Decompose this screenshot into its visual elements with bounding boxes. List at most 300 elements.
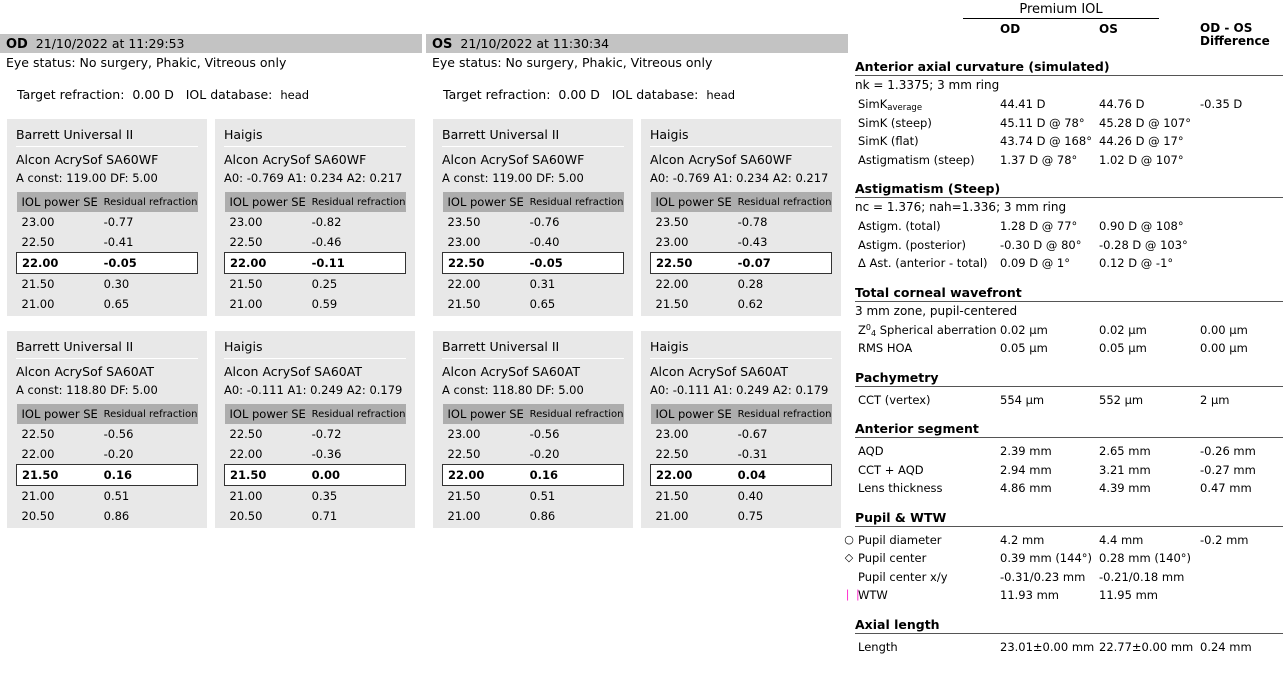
iol-power-value: 23.00 <box>229 215 263 229</box>
iol-power-value: 22.00 <box>443 465 525 486</box>
biometry-row <box>855 116 1283 135</box>
residual-refraction-value: 0.16 <box>525 465 624 486</box>
biometry-value-os: 44.26 D @ 17° <box>1099 134 1184 148</box>
iol-power-row[interactable] <box>443 444 624 465</box>
iol-power-value: 21.00 <box>229 489 263 503</box>
eye-header-os <box>426 34 848 53</box>
residual-refraction-value: 0.65 <box>529 297 556 311</box>
biometry-row-label: Pupil center <box>858 551 927 565</box>
iol-power-table <box>224 404 406 526</box>
iol-power-row[interactable] <box>225 253 406 274</box>
iol-power-row[interactable] <box>17 444 198 465</box>
biometry-value-difference: 0.24 mm <box>1200 639 1252 654</box>
biometry-row <box>855 463 1283 482</box>
eye-status: Eye status: No surgery, Phakic, Vitreous only <box>432 55 713 70</box>
residual-refraction-value: -0.05 <box>99 253 198 274</box>
iol-card-grid <box>426 119 848 543</box>
iol-power-row[interactable] <box>443 232 624 253</box>
iol-power-value: 23.50 <box>655 215 689 229</box>
iol-power-row[interactable] <box>17 253 198 274</box>
biometry-value-os: 2.65 mm <box>1099 444 1151 458</box>
residual-refraction-column-header: Residual refraction <box>307 404 406 424</box>
residual-refraction-column-header: Residual refraction <box>733 192 832 212</box>
biometry-section-note: 3 mm zone, pupil-centered <box>855 303 1018 318</box>
iol-power-row[interactable] <box>225 486 406 507</box>
iol-card[interactable] <box>7 331 207 528</box>
eye-header-od <box>0 34 422 53</box>
biometry-column-headers <box>855 20 1283 50</box>
iol-power-table <box>442 404 624 526</box>
biometry-value-os: -0.21/0.18 mm <box>1099 569 1185 584</box>
eye-parameters <box>426 87 848 102</box>
iol-constants: A0: -0.769 A1: 0.234 A2: 0.217 <box>650 171 829 185</box>
biometry-value-os: 0.05 µm <box>1099 341 1147 355</box>
biometry-value-od: 0.02 µm <box>1000 322 1048 337</box>
residual-refraction-value: -0.77 <box>103 215 134 229</box>
biometry-row <box>855 640 1283 659</box>
iol-power-value: 22.00 <box>21 447 55 461</box>
iol-power-table <box>650 404 832 526</box>
iol-power-value: 21.00 <box>229 297 263 311</box>
biometry-value-od: 23.01±0.00 mm <box>1000 639 1095 654</box>
biometry-row <box>844 551 1283 570</box>
iol-power-value: 21.00 <box>447 509 481 523</box>
residual-refraction-value: 0.62 <box>737 297 764 311</box>
iol-constants: A const: 118.80 DF: 5.00 <box>16 383 158 397</box>
iol-card[interactable] <box>433 331 633 528</box>
biometry-value-os: 4.4 mm <box>1099 532 1144 547</box>
iol-power-column-header: IOL power SE <box>17 404 99 424</box>
biometry-section-heading: Pupil & WTW <box>855 510 1283 527</box>
residual-refraction-column-header: Residual refraction <box>733 404 832 424</box>
biometry-value-os: 45.28 D @ 107° <box>1099 115 1191 130</box>
biometry-row-label: Length <box>858 639 898 654</box>
iol-power-row[interactable] <box>17 506 198 526</box>
biometry-value-od: -0.30 D @ 80° <box>1000 237 1082 252</box>
biometry-value-difference: 0.00 µm <box>1200 341 1248 355</box>
iol-table-header-row <box>651 192 832 212</box>
iol-power-row[interactable] <box>651 486 832 507</box>
biometry-section-heading: Astigmatism (Steep) <box>855 181 1283 198</box>
iol-power-row[interactable] <box>225 294 406 314</box>
residual-refraction-value: 0.51 <box>103 489 130 503</box>
iol-power-row[interactable] <box>443 253 624 274</box>
column-header-difference-line2: Difference <box>1200 34 1270 48</box>
iol-card[interactable] <box>641 119 841 316</box>
biometry-value-os: 0.28 mm (140°) <box>1099 551 1191 565</box>
iol-power-value: 21.00 <box>21 489 55 503</box>
biometry-row-label: CCT + AQD <box>858 462 924 477</box>
iol-formula-name: Haigis <box>650 127 832 147</box>
iol-lens-name: Alcon AcrySof SA60WF <box>16 152 159 167</box>
biometry-value-od: 44.41 D <box>1000 97 1046 111</box>
residual-refraction-value: -0.05 <box>525 253 624 274</box>
zernike-subscript: 4 <box>870 328 877 338</box>
iol-power-value: 22.00 <box>655 277 689 291</box>
biometry-row <box>855 97 1283 116</box>
iol-constants: A0: -0.111 A1: 0.249 A2: 0.179 <box>650 383 829 397</box>
iol-power-row[interactable] <box>443 465 624 486</box>
biometry-row-label: SimK (flat) <box>858 134 919 148</box>
residual-refraction-value: -0.20 <box>103 447 134 461</box>
biometry-row-label: Astigm. (total) <box>858 219 941 233</box>
iol-power-column-header: IOL power SE <box>443 404 525 424</box>
biometry-row-label: AQD <box>858 444 884 458</box>
iol-power-value: 23.00 <box>21 215 55 229</box>
iol-power-value: 21.50 <box>225 465 307 486</box>
iol-power-row[interactable] <box>651 424 832 444</box>
iol-table-header-row <box>443 192 624 212</box>
eye-panel-od <box>0 34 422 543</box>
iol-power-row[interactable] <box>443 212 624 232</box>
iol-power-row[interactable] <box>225 465 406 486</box>
residual-refraction-value: 0.86 <box>103 509 130 523</box>
biometry-row <box>843 588 1283 607</box>
biometry-value-os: 0.12 D @ -1° <box>1099 256 1174 270</box>
iol-power-row[interactable] <box>225 506 406 526</box>
residual-refraction-value: -0.56 <box>103 427 134 441</box>
iol-card[interactable] <box>215 119 415 316</box>
biometry-row-label-text: SimK <box>858 97 888 111</box>
biometry-value-difference: -0.27 mm <box>1200 462 1256 477</box>
iol-power-row[interactable] <box>443 486 624 507</box>
circle-icon: ○ <box>844 532 854 546</box>
biometry-section-note: nk = 1.3375; 3 mm ring <box>855 78 1000 92</box>
residual-refraction-column-header: Residual refraction <box>99 192 198 212</box>
iol-constants: A const: 119.00 DF: 5.00 <box>442 171 584 185</box>
iol-formula-name: Haigis <box>650 339 832 359</box>
iol-power-value: 22.00 <box>229 447 263 461</box>
biometry-row-label: RMS HOA <box>858 341 913 355</box>
zernike-superscript: 0 <box>865 322 871 332</box>
iol-power-row[interactable] <box>17 232 198 253</box>
iol-table-header-row <box>17 192 198 212</box>
residual-refraction-value: 0.51 <box>529 489 556 503</box>
biometry-value-od: -0.31/0.23 mm <box>1000 569 1086 584</box>
column-header-os: OS <box>1099 22 1118 36</box>
iol-power-value: 21.50 <box>655 489 689 503</box>
biometry-value-os: 11.95 mm <box>1099 588 1158 602</box>
iol-card[interactable] <box>641 331 841 528</box>
residual-refraction-value: 0.86 <box>529 509 556 523</box>
residual-refraction-value: 0.04 <box>733 465 832 486</box>
biometry-value-od: 554 µm <box>1000 392 1045 407</box>
biometry-row <box>855 219 1283 238</box>
iol-power-value: 22.50 <box>21 427 55 441</box>
biometry-value-os: 44.76 D <box>1099 97 1145 111</box>
residual-refraction-value: 0.28 <box>737 277 764 291</box>
iol-lens-name: Alcon AcrySof SA60WF <box>650 152 793 167</box>
biometry-section-heading: Pachymetry <box>855 370 1283 387</box>
iol-power-table <box>16 404 198 526</box>
biometry-row-label-text: Spherical aberration <box>879 322 997 337</box>
residual-refraction-value: 0.16 <box>99 465 198 486</box>
iol-power-row[interactable] <box>443 274 624 295</box>
biometry-row <box>855 393 1283 412</box>
biometry-section-heading: Total corneal wavefront <box>855 285 1283 302</box>
biometry-row-label <box>858 97 922 113</box>
iol-power-row[interactable] <box>225 212 406 232</box>
biometry-value-difference: 0.47 mm <box>1200 481 1252 495</box>
iol-power-row[interactable] <box>225 232 406 253</box>
iol-constants: A0: -0.111 A1: 0.249 A2: 0.179 <box>224 383 403 397</box>
biometry-value-od: 43.74 D @ 168° <box>1000 134 1092 148</box>
iol-power-value: 20.50 <box>229 509 263 523</box>
biometry-row-label: Astigm. (posterior) <box>858 237 966 252</box>
iol-formula-name: Haigis <box>224 339 406 359</box>
wtw-marker-icon: ❘❘ <box>843 588 864 601</box>
iol-power-value: 21.00 <box>21 297 55 311</box>
iol-card-row <box>433 331 848 543</box>
iol-power-value: 22.00 <box>17 253 99 274</box>
iol-database-value: head <box>706 88 736 102</box>
target-refraction-label: Target refraction: <box>443 87 551 102</box>
column-header-od: OD <box>1000 22 1021 36</box>
biometry-value-difference: -0.35 D <box>1200 97 1243 111</box>
residual-refraction-value: 0.30 <box>103 277 130 291</box>
residual-refraction-value: 0.31 <box>529 277 556 291</box>
iol-database-value: head <box>280 88 310 102</box>
iol-power-row[interactable] <box>443 424 624 444</box>
residual-refraction-value: 0.00 <box>307 465 406 486</box>
biometry-row-label: Pupil center x/y <box>858 569 948 584</box>
biometry-value-os: 1.02 D @ 107° <box>1099 152 1184 167</box>
biometry-section-heading: Anterior segment <box>855 421 1283 438</box>
iol-formula-name: Barrett Universal II <box>16 127 198 147</box>
iol-card-row <box>7 119 422 331</box>
biometry-row <box>855 444 1283 463</box>
iol-power-row[interactable] <box>443 294 624 314</box>
eye-status: Eye status: No surgery, Phakic, Vitreous only <box>6 55 287 70</box>
iol-power-value: 20.50 <box>21 509 55 523</box>
biometry-row-label: WTW <box>858 588 888 602</box>
residual-refraction-value: -0.36 <box>311 447 342 461</box>
target-refraction-value: 0.00 D <box>558 87 600 102</box>
iol-power-row[interactable] <box>17 486 198 507</box>
iol-formula-name: Barrett Universal II <box>442 127 624 147</box>
iol-constants: A const: 118.80 DF: 5.00 <box>442 383 584 397</box>
biometry-row <box>855 481 1283 500</box>
iol-power-row[interactable] <box>17 212 198 232</box>
iol-power-row[interactable] <box>443 506 624 526</box>
iol-power-row[interactable] <box>651 444 832 465</box>
biometry-row <box>855 153 1283 172</box>
iol-lens-name: Alcon AcrySof SA60AT <box>16 364 154 379</box>
biometry-value-difference: -0.2 mm <box>1200 532 1249 547</box>
iol-database-label: IOL database: <box>611 87 699 102</box>
biometry-value-od: 1.37 D @ 78° <box>1000 152 1078 167</box>
iol-power-column-header: IOL power SE <box>651 192 733 212</box>
eye-tag: OD <box>6 37 28 52</box>
iol-power-column-header: IOL power SE <box>225 192 307 212</box>
iol-power-row[interactable] <box>651 253 832 274</box>
iol-lens-name: Alcon AcrySof SA60AT <box>442 364 580 379</box>
iol-power-row[interactable] <box>651 212 832 232</box>
iol-card[interactable] <box>433 119 633 316</box>
biometry-sections <box>843 59 1283 658</box>
residual-refraction-value: 0.65 <box>103 297 130 311</box>
iol-table-header-row <box>443 404 624 424</box>
eye-datetime: 21/10/2022 at 11:30:34 <box>460 36 610 51</box>
biometry-row <box>855 256 1283 275</box>
biometry-row-label: Lens thickness <box>858 481 943 495</box>
iol-power-column-header: IOL power SE <box>651 404 733 424</box>
residual-refraction-value: -0.56 <box>529 427 560 441</box>
biometry-row <box>855 323 1283 342</box>
iol-power-value: 23.00 <box>655 235 689 249</box>
iol-power-row[interactable] <box>651 232 832 253</box>
eye-parameters <box>0 87 422 102</box>
residual-refraction-value: -0.78 <box>737 215 768 229</box>
residual-refraction-value: 0.25 <box>311 277 338 291</box>
eye-panel-os <box>426 34 848 543</box>
iol-power-value: 23.50 <box>447 215 481 229</box>
iol-power-value: 22.50 <box>443 253 525 274</box>
biometry-value-os: 4.39 mm <box>1099 481 1151 495</box>
iol-table-header-row <box>225 192 406 212</box>
iol-power-row[interactable] <box>651 506 832 526</box>
iol-power-table <box>16 192 198 314</box>
iol-power-row[interactable] <box>651 274 832 295</box>
iol-power-value: 22.50 <box>655 447 689 461</box>
iol-power-row[interactable] <box>17 465 198 486</box>
iol-power-table <box>224 192 406 314</box>
iol-power-row[interactable] <box>225 274 406 295</box>
iol-power-row[interactable] <box>651 294 832 314</box>
iol-power-value: 21.50 <box>655 297 689 311</box>
residual-refraction-value: 0.35 <box>311 489 338 503</box>
iol-power-row[interactable] <box>17 424 198 444</box>
iol-power-value: 21.00 <box>655 509 689 523</box>
iol-lens-name: Alcon AcrySof SA60AT <box>650 364 788 379</box>
iol-power-row[interactable] <box>17 294 198 314</box>
biometry-section-note: nc = 1.376; nah=1.336; 3 mm ring <box>855 200 1067 214</box>
iol-card[interactable] <box>215 331 415 528</box>
residual-refraction-value: -0.46 <box>311 235 342 249</box>
iol-lens-name: Alcon AcrySof SA60AT <box>224 364 362 379</box>
biometry-value-os: 0.90 D @ 108° <box>1099 219 1184 233</box>
biometry-value-od: 2.39 mm <box>1000 444 1052 458</box>
iol-formula-name: Haigis <box>224 127 406 147</box>
iol-power-value: 22.50 <box>651 253 733 274</box>
iol-database-label: IOL database: <box>185 87 273 102</box>
iol-table-header-row <box>651 404 832 424</box>
biometry-summary-panel <box>843 0 1283 700</box>
biometry-section-heading: Anterior axial curvature (simulated) <box>855 59 1283 76</box>
column-header-difference <box>1200 22 1270 48</box>
iol-power-value: 21.50 <box>447 489 481 503</box>
iol-card-row <box>433 119 848 331</box>
residual-refraction-value: -0.31 <box>737 447 768 461</box>
iol-power-value: 22.00 <box>447 277 481 291</box>
biometry-row-label: SimK (steep) <box>858 115 932 130</box>
iol-lens-name: Alcon AcrySof SA60WF <box>442 152 585 167</box>
iol-power-column-header: IOL power SE <box>17 192 99 212</box>
iol-power-row[interactable] <box>651 465 832 486</box>
residual-refraction-value: -0.82 <box>311 215 342 229</box>
iol-power-value: 21.50 <box>447 297 481 311</box>
iol-power-value: 22.50 <box>229 427 263 441</box>
iol-lens-name: Alcon AcrySof SA60WF <box>224 152 367 167</box>
residual-refraction-value: 0.71 <box>311 509 338 523</box>
biometry-row <box>855 134 1283 153</box>
residual-refraction-value: 0.75 <box>737 509 764 523</box>
iol-power-table <box>442 192 624 314</box>
biometry-section-heading: Axial length <box>855 617 1283 634</box>
residual-refraction-value: -0.11 <box>307 253 406 274</box>
eye-datetime: 21/10/2022 at 11:29:53 <box>35 36 185 51</box>
biometry-row-label: Astigmatism (steep) <box>858 152 975 167</box>
residual-refraction-value: -0.67 <box>737 427 768 441</box>
iol-power-value: 23.00 <box>447 235 481 249</box>
iol-card-row <box>7 331 422 543</box>
target-refraction-label: Target refraction: <box>17 87 125 102</box>
residual-refraction-value: -0.41 <box>103 235 134 249</box>
eye-tag: OS <box>432 37 453 52</box>
biometry-value-od: 0.05 µm <box>1000 341 1048 355</box>
biometry-value-os: 22.77±0.00 mm <box>1099 639 1194 654</box>
biometry-value-os: 552 µm <box>1099 392 1144 407</box>
iol-power-column-header: IOL power SE <box>225 404 307 424</box>
iol-table-header-row <box>17 404 198 424</box>
iol-power-row[interactable] <box>225 444 406 465</box>
iol-card[interactable] <box>7 119 207 316</box>
biometry-row <box>855 238 1283 257</box>
biometry-row-label-subscript: average <box>887 103 923 113</box>
biometry-row <box>844 532 1283 552</box>
residual-refraction-value: -0.20 <box>529 447 560 461</box>
biometry-value-os: 0.02 µm <box>1099 322 1147 337</box>
iol-power-table <box>650 192 832 314</box>
iol-constants: A0: -0.769 A1: 0.234 A2: 0.217 <box>224 171 403 185</box>
iol-power-value: 22.50 <box>21 235 55 249</box>
iol-formula-name: Barrett Universal II <box>442 339 624 359</box>
residual-refraction-column-header: Residual refraction <box>525 192 624 212</box>
iol-power-value: 21.50 <box>229 277 263 291</box>
residual-refraction-value: -0.40 <box>529 235 560 249</box>
diamond-icon: ◇ <box>844 551 854 564</box>
biometry-value-os: 3.21 mm <box>1099 462 1151 477</box>
biometry-row-label: Pupil diameter <box>858 532 942 547</box>
biometry-row-label: $Z^04$ Spherical aberration <box>858 322 997 338</box>
residual-refraction-value: -0.72 <box>311 427 342 441</box>
biometry-value-od: 2.94 mm <box>1000 462 1052 477</box>
biometry-value-difference: 0.00 µm <box>1200 322 1248 337</box>
iol-power-row[interactable] <box>225 424 406 444</box>
residual-refraction-column-header: Residual refraction <box>99 404 198 424</box>
iol-power-value: 23.00 <box>655 427 689 441</box>
residual-refraction-value: 0.59 <box>311 297 338 311</box>
iol-power-value: 22.50 <box>447 447 481 461</box>
target-refraction-value: 0.00 D <box>132 87 174 102</box>
residual-refraction-value: -0.07 <box>733 253 832 274</box>
biometry-row <box>855 341 1283 360</box>
biometry-value-difference: -0.26 mm <box>1200 444 1256 458</box>
biometry-value-od: 0.39 mm (144°) <box>1000 551 1092 565</box>
iol-power-value: 22.00 <box>225 253 307 274</box>
residual-refraction-column-header: Residual refraction <box>525 404 624 424</box>
biometry-value-difference: 2 µm <box>1200 392 1230 407</box>
premium-iol-title: Premium IOL <box>963 2 1159 19</box>
biometry-value-od: 4.86 mm <box>1000 481 1052 495</box>
biometry-row <box>855 570 1283 589</box>
iol-power-value: 21.50 <box>21 277 55 291</box>
iol-power-row[interactable] <box>17 274 198 295</box>
iol-table-header-row <box>225 404 406 424</box>
column-header-difference-line1: OD - OS <box>1200 21 1253 35</box>
biometry-row-label: CCT (vertex) <box>858 392 931 407</box>
iol-power-value: 23.00 <box>447 427 481 441</box>
